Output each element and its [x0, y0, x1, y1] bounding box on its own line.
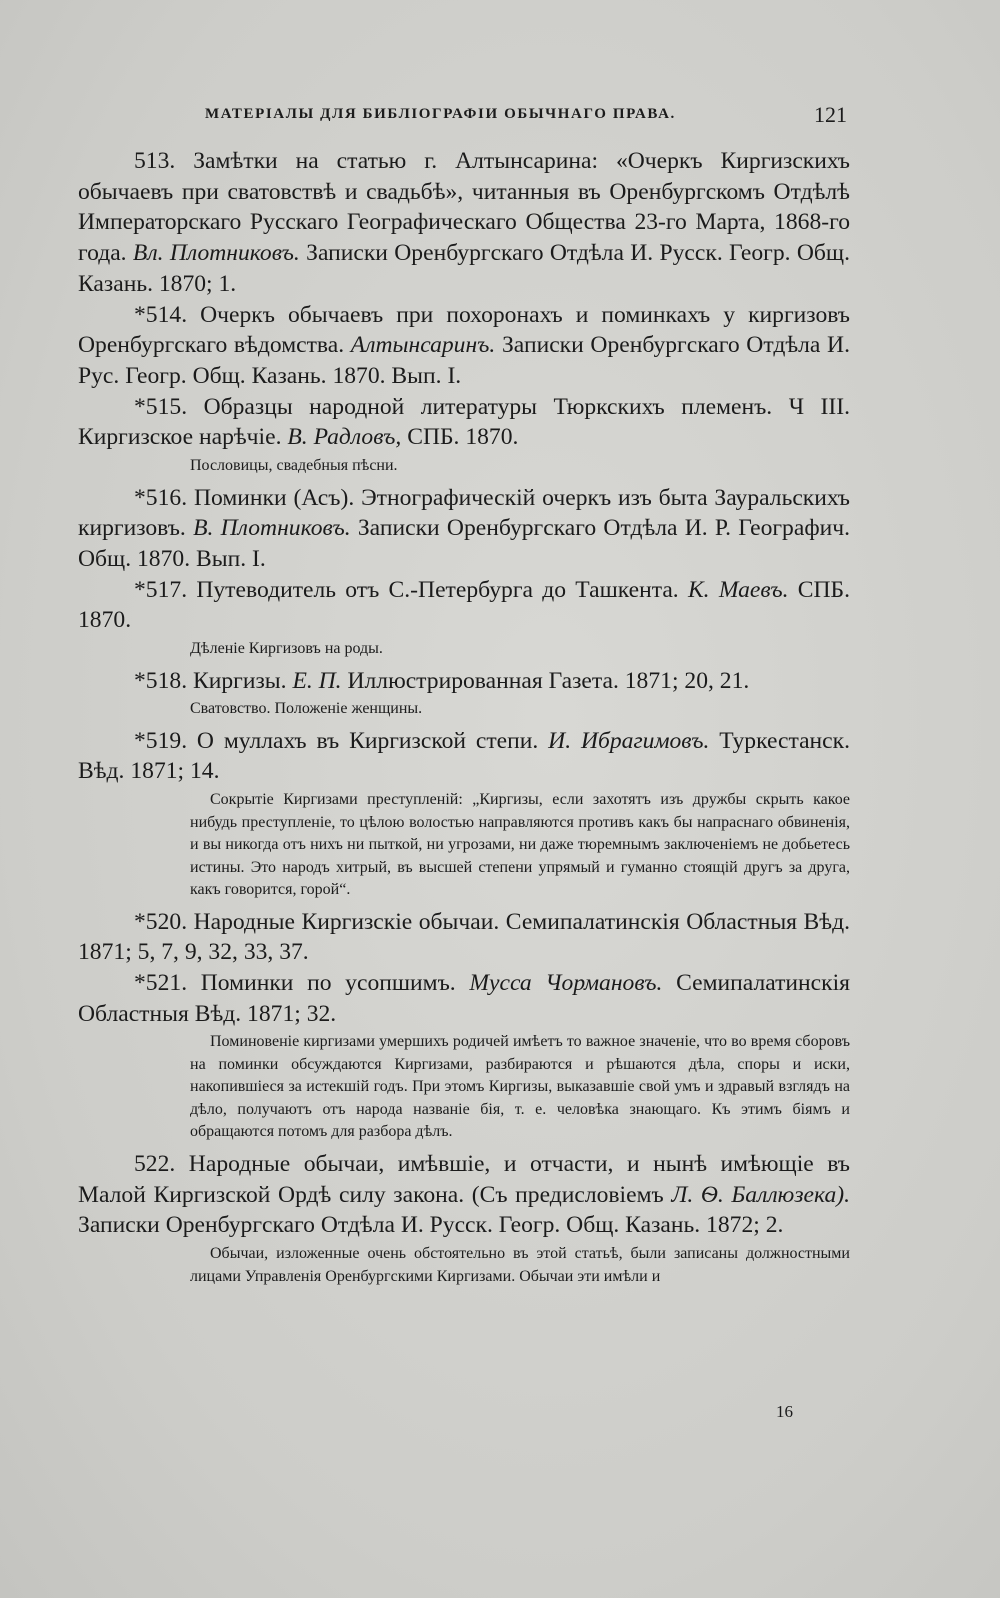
entry-title: *519. О муллахъ въ Киргизской степи. — [134, 727, 539, 754]
entry-note: Дѣленіе Киргизовъ на роды. — [190, 640, 383, 658]
entry-title: *518. Киргизы. — [134, 667, 287, 694]
entry-source: Записки Оренбургскаго Отдѣла И. Рус. Геогр. Общ. Казань. 1870. Вып. I. — [78, 332, 850, 389]
entry-520 — [78, 907, 850, 968]
entry-source: Туркестанск. Вѣд. 1871; 14. — [78, 727, 851, 785]
entry-source: Семипалатинскія Областныя Вѣд. 1871; 32. — [78, 970, 850, 1027]
entry-source: СПБ. 1870. — [78, 576, 850, 634]
entry-author: В. Плотниковъ. — [193, 515, 351, 542]
entry-517 — [78, 575, 850, 636]
entry-513 — [78, 146, 850, 300]
entry-author: Алтынсаринъ. — [350, 332, 496, 359]
entry-title: *521. Поминки по усопшимъ. — [134, 970, 456, 997]
entry-source: Иллюстрированная Газета. 1871; 20, 21. — [347, 667, 750, 694]
entry-source: Записки Оренбургскаго Отдѣла И. Р. Географич. Общ. 1870. Вып. I. — [78, 515, 850, 572]
entry-title: *516. Поминки (Асъ). Этнографическій очеркъ изъ быта Зауральскихъ киргизовъ. — [78, 484, 850, 542]
entry-author: Вл. Плотниковъ. — [132, 240, 300, 267]
entry-source: СПБ. 1870. — [407, 424, 519, 451]
entry-note: Обычаи, изложенные очень обстоятельно въ этой статьѣ, были записаны должностными лицами Управленія Оренбургскими Киргизами. Обычаи эти имѣли и — [190, 1245, 850, 1285]
entry-author: В. Радловъ, — [287, 424, 402, 451]
page-header — [205, 102, 855, 132]
running-head: МАТЕРІАЛЫ ДЛЯ БИБЛІОГРАФІИ ОБЫЧНАГО ПРАВА. — [205, 106, 676, 122]
entry-note: Сватовство. Положеніе женщины. — [190, 700, 423, 718]
entry-515 — [78, 392, 850, 453]
entry-521 — [78, 968, 850, 1029]
entry-author: Л. Ѳ. Баллюзека). — [671, 1181, 850, 1208]
entry-title: *515. Образцы народной литературы Тюркскихъ племенъ. Ч III. Киргизское нарѣчіе. — [78, 393, 850, 451]
entry-note: Сокрытіе Киргизами преступленій: „Киргизы, если захотятъ изъ дружбы скрыть какое нибудь преступленіе, то цѣлою волостью направляются противъ какъ бы напраснаго обвиненія, и вы никогда отъ нихъ ни пыткой, ни угрозами, ни даже тюремнымъ заключеніемъ не добьетесь истины. Это народъ хитрый, въ высшей степени упрямый и гуманно стоящій другъ за друга, какъ говорится, горой“. — [190, 791, 850, 899]
entry-title: *514. Очеркъ обычаевъ при похоронахъ и поминкахъ у киргизовъ Оренбургскаго вѣдомства. — [78, 301, 850, 359]
entry-author: Е. П. — [292, 667, 342, 694]
entry-source: Записки Оренбургскаго Отдѣла И. Русск. Геогр. Общ. Казань. 1870; 1. — [78, 240, 850, 297]
entry-author: Мусса Чормановъ. — [469, 970, 663, 997]
entry-title: *517. Путеводитель отъ С.-Петербурга до Ташкента. — [134, 576, 679, 603]
entry-518 — [78, 666, 850, 697]
entry-519 — [78, 726, 850, 787]
entry-source: Записки Оренбургскаго Отдѣла И. Русск. Геогр. Общ. Казань. 1872; 2. — [78, 1212, 784, 1239]
entry-516 — [78, 483, 850, 575]
entry-title: 522. Народные обычаи, имѣвшіе, и отчасти, и нынѣ имѣющіе въ Малой Киргизской Ордѣ силу закона. (Съ предисловіемъ — [78, 1150, 850, 1208]
entry-title: *520. Народные Киргизскіе обычаи. Семипалатинскія Областныя Вѣд. 1871; 5, 7, 9, 32, 33, 37. — [78, 908, 850, 966]
entry-522 — [78, 1149, 850, 1241]
signature-mark: 16 — [776, 1402, 793, 1421]
entry-title: 513. Замѣтки на статью г. Алтынсарина: «Очеркъ Киргизскихъ обычаевъ при сватовствѣ и свадьбѣ», читанныя въ Оренбургскомъ Отдѣлѣ Императорскаго Русскаго Географическаго Общества 23-го Марта, 1868-го года. — [78, 148, 850, 267]
entry-author: И. Ибрагимовъ. — [548, 727, 710, 754]
entry-author: К. Маевъ. — [687, 576, 789, 603]
entry-514 — [78, 300, 850, 392]
entry-note: Пословицы, свадебныя пѣсни. — [190, 457, 398, 475]
bibliography-list — [78, 146, 850, 1293]
page-number: 121 — [814, 102, 847, 127]
entry-note: Поминовеніе киргизами умершихъ родичей имѣетъ то важное значеніе, что во время сборовъ на поминки обсуждаются Киргизами, разбираются и рѣшаются дѣла, споры и иски, накопившіеся за истекшій годъ. При этомъ Киргизы, выказавшіе свой умъ и здравый взглядъ на дѣло, получаютъ отъ народа названіе бія, т. е. человѣка знающаго. Къ этимъ біямъ и обращаются потомъ для разбора дѣлъ. — [190, 1033, 850, 1141]
